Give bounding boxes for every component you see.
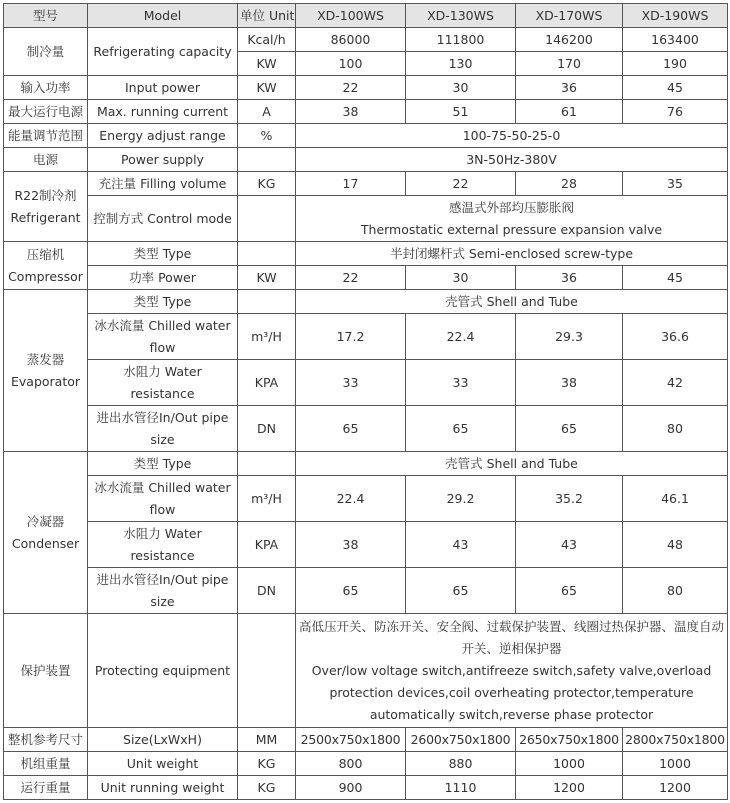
condenser-flow-unit: m³/H (238, 476, 296, 522)
table-cell: 17.2 (296, 314, 406, 360)
table-row (4, 614, 728, 728)
table-cell: 111800 (406, 28, 516, 52)
table-cell: 80 (623, 568, 728, 614)
compressor-group-en: Compressor (8, 268, 83, 284)
unit-weight-label: Unit weight (88, 752, 238, 776)
condenser-flow-label: 冰水流量 Chilled water flow (88, 476, 238, 522)
table-cell: 80 (623, 406, 728, 452)
table-cell: 30 (406, 76, 516, 100)
table-cell: 130 (406, 52, 516, 76)
table-row (4, 314, 728, 360)
table-row (4, 266, 728, 290)
table-row (4, 752, 728, 776)
evaporator-resistance-label: 水阻力 Water resistance (88, 360, 238, 406)
energy-range-label: Energy adjust range (88, 124, 238, 148)
table-row (4, 568, 728, 614)
evaporator-group-cn: 蒸发器 (26, 351, 65, 367)
refrigerant-group (4, 172, 88, 242)
protection-value-cn: 高低压开关、防冻开关、安全阀、过载保护装置、线圈过热保护器、温度自动开关、逆相保护器 (298, 618, 724, 656)
spec-table (3, 3, 728, 800)
table-cell: 170 (516, 52, 623, 76)
table-cell: 900 (296, 776, 406, 800)
table-cell: 1000 (623, 752, 728, 776)
table-row (4, 776, 728, 800)
table-row (4, 76, 728, 100)
table-cell: 146200 (516, 28, 623, 52)
evaporator-group-en: Evaporator (10, 373, 81, 389)
power-supply-group: 电源 (4, 148, 88, 172)
table-cell: 43 (406, 522, 516, 568)
table-cell: 800 (296, 752, 406, 776)
evaporator-type-unit (238, 290, 296, 314)
header-model-cn: 型号 (4, 4, 88, 28)
table-cell: 46.1 (623, 476, 728, 522)
table-cell: 29.3 (516, 314, 623, 360)
table-cell: 30 (406, 266, 516, 290)
table-cell: 65 (406, 406, 516, 452)
header-xd-190ws: XD-190WS (623, 4, 728, 28)
power-supply-label: Power supply (88, 148, 238, 172)
evaporator-pipe-unit: DN (238, 406, 296, 452)
table-cell: 190 (623, 52, 728, 76)
table-cell: 45 (623, 266, 728, 290)
header-row (4, 4, 728, 28)
filling-label: 充注量 Filling volume (88, 172, 238, 196)
table-cell: 1200 (623, 776, 728, 800)
table-cell: 42 (623, 360, 728, 406)
table-cell: 22 (406, 172, 516, 196)
compressor-group (4, 242, 88, 290)
evaporator-pipe-label: 进出水管径In/Out pipe size (88, 406, 238, 452)
compressor-type-unit (238, 242, 296, 266)
table-cell: 45 (623, 76, 728, 100)
table-row (4, 476, 728, 522)
table-cell: 22 (296, 266, 406, 290)
table-cell: 51 (406, 100, 516, 124)
compressor-group-cn: 压缩机 (26, 246, 65, 262)
table-cell: 880 (406, 752, 516, 776)
condenser-pipe-unit: DN (238, 568, 296, 614)
max-current-label: Max. running current (88, 100, 238, 124)
table-cell: 22.4 (406, 314, 516, 360)
evaporator-group (4, 290, 88, 452)
table-cell: 163400 (623, 28, 728, 52)
table-cell: 2800x750x1800 (623, 728, 728, 752)
running-weight-group: 运行重量 (4, 776, 88, 800)
protection-label: Protecting equipment (88, 614, 238, 728)
control-mode-value-cn: 感温式外部均压膨胀阀 (448, 199, 574, 215)
energy-range-group: 能量调节范围 (4, 124, 88, 148)
max-current-group: 最大运行电源 (4, 100, 88, 124)
table-cell: 33 (296, 360, 406, 406)
table-cell: 65 (406, 568, 516, 614)
condenser-resistance-label: 水阻力 Water resistance (88, 522, 238, 568)
power-supply-unit (238, 148, 296, 172)
energy-range-value: 100-75-50-25-0 (296, 124, 728, 148)
table-cell: 38 (296, 522, 406, 568)
table-cell: 36 (516, 76, 623, 100)
energy-range-unit: % (238, 124, 296, 148)
table-cell: 65 (516, 406, 623, 452)
filling-unit: KG (238, 172, 296, 196)
power-supply-value: 3N-50Hz-380V (296, 148, 728, 172)
input-power-unit: KW (238, 76, 296, 100)
table-cell: 2650x750x1800 (516, 728, 623, 752)
condenser-type-label: 类型 Type (88, 452, 238, 476)
table-row (4, 196, 728, 242)
running-weight-unit: KG (238, 776, 296, 800)
condenser-pipe-label: 进出水管径In/Out pipe size (88, 568, 238, 614)
refrigerant-group-en: Refrigerant (10, 209, 81, 225)
protection-group: 保护装置 (4, 614, 88, 728)
table-cell: 65 (516, 568, 623, 614)
table-cell: 35.2 (516, 476, 623, 522)
table-row (4, 172, 728, 196)
condenser-group-cn: 冷凝器 (26, 513, 65, 529)
table-row (4, 124, 728, 148)
protection-value (296, 614, 728, 728)
control-mode-label: 控制方式 Control mode (88, 196, 238, 242)
size-group: 整机参考尺寸 (4, 728, 88, 752)
table-cell: 22.4 (296, 476, 406, 522)
unit-weight-unit: KG (238, 752, 296, 776)
evaporator-type-value: 壳管式 Shell and Tube (296, 290, 728, 314)
condenser-resistance-unit: KPA (238, 522, 296, 568)
header-unit: 单位 Unit (238, 4, 296, 28)
table-cell: 2600x750x1800 (406, 728, 516, 752)
condenser-type-value: 壳管式 Shell and Tube (296, 452, 728, 476)
table-row (4, 148, 728, 172)
capacity-label: Refrigerating capacity (88, 28, 238, 76)
capacity-group: 制冷量 (4, 28, 88, 76)
compressor-power-unit: KW (238, 266, 296, 290)
table-cell: 38 (296, 100, 406, 124)
max-current-unit: A (238, 100, 296, 124)
table-cell: 1110 (406, 776, 516, 800)
compressor-power-label: 功率 Power (88, 266, 238, 290)
table-cell: 35 (623, 172, 728, 196)
size-unit: MM (238, 728, 296, 752)
table-cell: 86000 (296, 28, 406, 52)
table-row (4, 522, 728, 568)
evaporator-resistance-unit: KPA (238, 360, 296, 406)
table-cell: 2500x750x1800 (296, 728, 406, 752)
condenser-group-en: Condenser (11, 535, 80, 551)
table-cell: 38 (516, 360, 623, 406)
condenser-type-unit (238, 452, 296, 476)
table-row (4, 360, 728, 406)
header-xd-100ws: XD-100WS (296, 4, 406, 28)
size-label: Size(LxWxH) (88, 728, 238, 752)
table-row (4, 28, 728, 52)
table-cell: 76 (623, 100, 728, 124)
table-cell: 1200 (516, 776, 623, 800)
compressor-type-label: 类型 Type (88, 242, 238, 266)
input-power-label: Input power (88, 76, 238, 100)
evaporator-flow-unit: m³/H (238, 314, 296, 360)
compressor-type-value: 半封闭螺杆式 Semi-enclosed screw-type (296, 242, 728, 266)
protection-unit (238, 614, 296, 728)
table-row (4, 242, 728, 266)
table-cell: 36 (516, 266, 623, 290)
table-row (4, 100, 728, 124)
table-cell: 43 (516, 522, 623, 568)
table-cell: 65 (296, 568, 406, 614)
refrigerant-group-cn: R22制冷剂 (14, 187, 77, 203)
header-model-en: Model (88, 4, 238, 28)
table-cell: 29.2 (406, 476, 516, 522)
header-xd-130ws: XD-130WS (406, 4, 516, 28)
protection-value-en: Over/low voltage switch,antifreeze switch,safety valve,overload protection devices,coil overheating protector,temperature automatically switch,reverse phase protector (311, 662, 712, 722)
table-cell: 36.6 (623, 314, 728, 360)
evaporator-type-label: 类型 Type (88, 290, 238, 314)
table-cell: 100 (296, 52, 406, 76)
control-mode-unit (238, 196, 296, 242)
condenser-group (4, 452, 88, 614)
table-cell: 17 (296, 172, 406, 196)
table-cell: 1000 (516, 752, 623, 776)
table-row (4, 406, 728, 452)
table-cell: 22 (296, 76, 406, 100)
table-cell: 65 (296, 406, 406, 452)
evaporator-flow-label: 冰水流量 Chilled water flow (88, 314, 238, 360)
control-mode-value-en: Thermostatic external pressure expansion valve (360, 221, 663, 237)
capacity-unit: Kcal/h (238, 28, 296, 52)
input-power-group: 输入功率 (4, 76, 88, 100)
table-row (4, 452, 728, 476)
header-xd-170ws: XD-170WS (516, 4, 623, 28)
table-row (4, 290, 728, 314)
capacity-unit: KW (238, 52, 296, 76)
table-cell: 33 (406, 360, 516, 406)
table-row (4, 728, 728, 752)
running-weight-label: Unit running weight (88, 776, 238, 800)
table-cell: 48 (623, 522, 728, 568)
unit-weight-group: 机组重量 (4, 752, 88, 776)
table-cell: 28 (516, 172, 623, 196)
table-cell: 61 (516, 100, 623, 124)
control-mode-value (296, 196, 728, 242)
